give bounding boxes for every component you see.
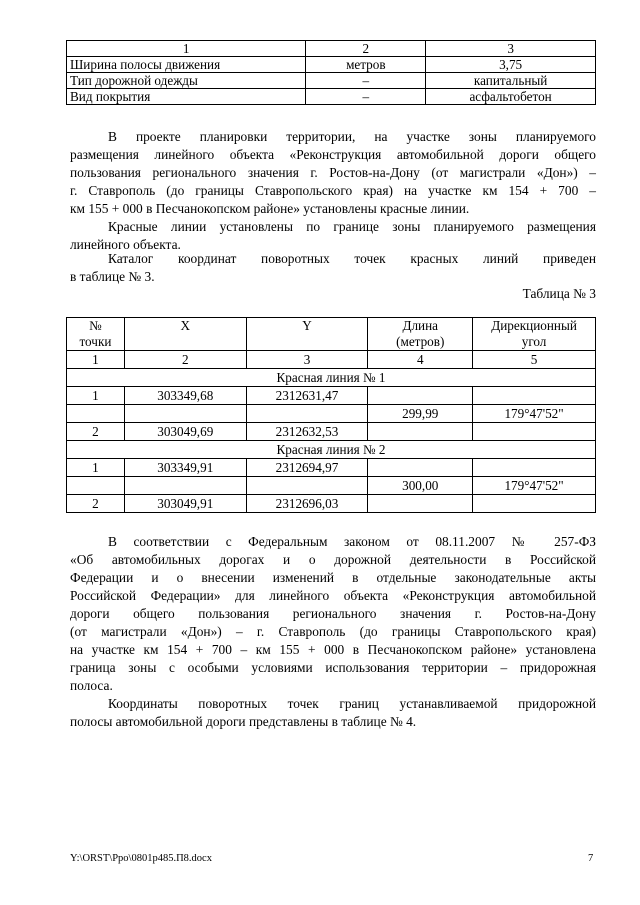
paragraph-red-lines-boundary: Красные линии установлены по границе зоны планируемого размещения линейного объекта. <box>70 219 596 252</box>
section-title: Красная линия № 2 <box>67 441 596 459</box>
table-row: 299,99 179°47'52" <box>67 405 596 423</box>
table-header-row <box>67 318 596 351</box>
table-cell: Тип дорожной одежды <box>67 73 306 89</box>
table-cell: 3,75 <box>426 57 596 73</box>
col-header-angle: Дирекционный угол <box>473 318 596 351</box>
table-row: 1 303349,68 2312631,47 <box>67 387 596 405</box>
table-cell: 2 <box>306 41 426 57</box>
paragraph-federal-law: В соответствии с Федеральным законом от 08.11.2007 № 257-ФЗ «Об автомобильных дорогах и о дорожной деятельности в Российской Федерации и о внесении изменений в отдельные законодательные акты Российской Федерации» для линейного объекта «Реконструкция автомобильной дороги общего пользования регионального значения г. Ростов-на-Дону (от магистрали «Дон») – г. Ставрополь (до границы Ставропольского края) на участке км 154 + 700 – км 155 + 000 в Песчанокопском районе» установлена граница зоны с особыми условиями использования территории – придорожная полоса. <box>70 534 596 693</box>
footer-file-path: Y:\ORST\Ppo\0801p485.П8.docx <box>70 853 212 864</box>
section-title: Красная линия № 1 <box>67 369 596 387</box>
table-row: 300,00 179°47'52" <box>67 477 596 495</box>
table-cell: 3 <box>426 41 596 57</box>
col-header-x: X <box>124 318 246 351</box>
table-cell: – <box>306 89 426 105</box>
paragraph-roadside-coordinates: Координаты поворотных точек границ устанавливаемой придорожной полосы автомобильной дороги представлены в таблице № 4. <box>70 696 596 729</box>
table-cell: – <box>306 73 426 89</box>
table-row <box>67 73 596 89</box>
coordinates-table <box>66 317 596 513</box>
paragraph-red-lines-intro: В проекте планировки территории, на участке зоны планируемого размещения линейного объекта «Реконструкция автомобильной дороги общего пользования регионального значения г. Ростов-на-Дону (от магистрали «Дон») – г. Ставрополь (до границы Ставропольского края) на участке км 154 + 700 – км 155 + 000 в Песчанокопском районе» установлены красные линии. <box>70 129 596 216</box>
table-row: 2 303049,91 2312696,03 <box>67 495 596 513</box>
table-cell: асфальтобетон <box>426 89 596 105</box>
table-row <box>67 57 596 73</box>
table-caption: Таблица № 3 <box>522 286 596 301</box>
table-row <box>67 89 596 105</box>
table-section-row <box>67 369 596 387</box>
table-cell: капитальный <box>426 73 596 89</box>
table-cell: Ширина полосы движения <box>67 57 306 73</box>
table-cell: 1 <box>67 41 306 57</box>
page-number: 7 <box>588 853 594 864</box>
table-cell: Вид покрытия <box>67 89 306 105</box>
table-row: 1 303349,91 2312694,97 <box>67 459 596 477</box>
col-header-length: Длина (метров) <box>368 318 473 351</box>
col-header-y: Y <box>246 318 368 351</box>
paragraph-catalog-reference: Каталог координат поворотных точек красных линий приведен в таблице № 3. <box>70 251 596 284</box>
road-parameters-table <box>66 40 596 105</box>
col-header-point: № точки <box>67 318 125 351</box>
table-section-row <box>67 441 596 459</box>
table-row: 2 303049,69 2312632,53 <box>67 423 596 441</box>
table-header-row <box>67 41 596 57</box>
table-col-numbers-row: 1 2 3 4 5 <box>67 351 596 369</box>
table-cell: метров <box>306 57 426 73</box>
